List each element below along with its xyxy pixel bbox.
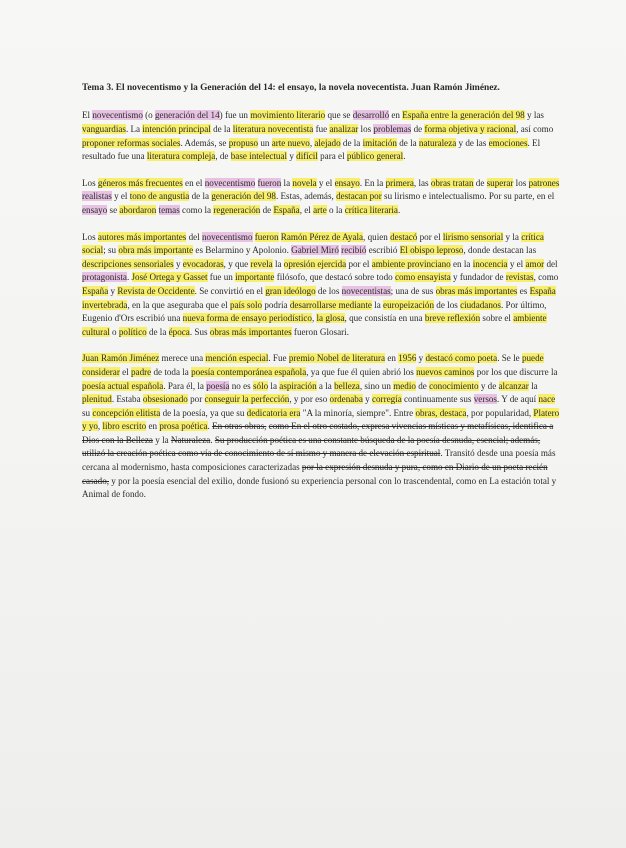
- highlighted-text: José Ortega y Gasset: [131, 272, 208, 283]
- document-body: [82, 82, 562, 515]
- text-run: en el: [182, 177, 205, 188]
- text-run: y: [362, 394, 372, 405]
- pink-highlighted-text: fueron: [257, 177, 282, 188]
- text-run: de la: [146, 326, 169, 337]
- text-run: ; su: [103, 245, 119, 256]
- highlighted-text: forma objetiva y racional: [424, 124, 517, 134]
- text-run: "A la minoría, siempre". Entre: [300, 407, 416, 418]
- text-run: en: [146, 421, 160, 432]
- text-run: de: [411, 124, 425, 134]
- pink-highlighted-text: realistas: [82, 191, 112, 202]
- text-run: de la: [189, 191, 212, 202]
- text-run: ,: [97, 421, 103, 432]
- highlighted-text: ensayo: [334, 177, 360, 188]
- pink-highlighted-text: poesía: [206, 380, 230, 391]
- text-run: los: [358, 124, 374, 134]
- text-run: . Estas, además,: [275, 191, 337, 202]
- highlighted-text: tono de angustia: [129, 191, 190, 202]
- text-run: ,: [309, 137, 315, 148]
- pink-highlighted-text: ensayo: [82, 204, 108, 215]
- text-run: de los: [315, 285, 342, 296]
- pink-highlighted-text: novecentismo: [201, 231, 253, 242]
- highlighted-text: géneros más frecuentes: [97, 177, 183, 188]
- text-run: y de las: [456, 137, 489, 148]
- text-run: .: [210, 434, 215, 445]
- text-run: . Por último, Eugenio d'Ors escribió una: [82, 299, 547, 324]
- text-run: . La: [125, 124, 143, 134]
- text-run: como la: [179, 204, 214, 215]
- pink-highlighted-text: temas: [158, 204, 180, 215]
- highlighted-text: breve reflexión: [424, 313, 481, 324]
- highlighted-text: alejado: [314, 137, 341, 148]
- struck-text: En otras obras,: [212, 421, 267, 432]
- highlighted-text: crítica literaria: [344, 204, 398, 215]
- highlighted-text: obra más importante: [118, 245, 194, 256]
- text-run: merece una: [159, 353, 206, 364]
- text-run: y el: [111, 191, 130, 202]
- highlighted-text: proponer reformas sociales: [82, 137, 181, 148]
- text-run: , así como: [516, 124, 554, 134]
- highlighted-text: intención principal: [142, 124, 211, 134]
- highlighted-text: El obispo leproso: [399, 245, 464, 256]
- text-run: su lirismo e intelectualismo. Por su parte, en el: [381, 191, 555, 202]
- text-run: Los: [82, 231, 98, 242]
- struck-text: Su producción poética es una constante búsqueda de la poesía desnuda, esencial; además, utilizó la creación poética como vía de conocimiento de sí mismo y manera de elevación espiritual: [82, 434, 541, 459]
- text-run: de los: [434, 299, 461, 310]
- highlighted-text: 1956: [398, 353, 417, 364]
- highlighted-text: imitación: [362, 137, 397, 148]
- pink-highlighted-text: novecentismo: [92, 110, 143, 121]
- highlighted-text: revela: [250, 258, 273, 269]
- text-run: de la: [210, 124, 233, 134]
- highlighted-text: arte: [313, 204, 327, 215]
- text-run: . Para él, la: [163, 380, 207, 391]
- text-run: , de: [215, 151, 231, 162]
- highlighted-text: como ensayista: [394, 272, 451, 283]
- text-run: Los: [82, 177, 98, 188]
- highlighted-text: nueva forma de ensayo periodístico: [182, 313, 312, 324]
- text-run: .: [397, 204, 401, 215]
- highlighted-text: España invertebrada: [82, 285, 556, 310]
- text-run: . El resultado fue una: [82, 137, 541, 162]
- text-run: y: [287, 151, 297, 162]
- highlighted-text: conseguir la perfección: [204, 394, 290, 405]
- text-run: su: [82, 407, 93, 418]
- highlighted-text: época: [168, 326, 190, 337]
- text-run: un: [258, 137, 272, 148]
- text-run: del: [544, 258, 558, 269]
- highlighted-text: poesía contemporánea española: [191, 366, 307, 377]
- text-run: ,: [311, 313, 317, 324]
- text-run: por el: [346, 258, 372, 269]
- text-run: .: [207, 421, 213, 432]
- text-run: fue un: [207, 272, 236, 283]
- highlighted-text: vanguardias: [82, 124, 126, 134]
- highlighted-text: aspiración: [279, 380, 317, 391]
- highlighted-text: regeneración: [213, 204, 261, 215]
- highlighted-text: concepción elitista: [92, 407, 161, 418]
- text-run: , y por eso: [289, 394, 330, 405]
- highlighted-text: España: [273, 204, 300, 215]
- text-run: . Sus: [189, 326, 210, 337]
- highlighted-text: base intelectual: [230, 151, 288, 162]
- highlighted-text: novela: [292, 177, 317, 188]
- text-run: , que consistía en una: [344, 313, 425, 324]
- highlighted-text: Revista de Occidente: [117, 285, 195, 296]
- highlighted-text: mención especial: [205, 353, 269, 364]
- text-run: , donde destacan las: [463, 245, 537, 256]
- text-run: ) fue un: [219, 110, 251, 121]
- highlighted-text: obsesionado: [142, 394, 188, 405]
- paragraph-juan-ramon-jimenez: [82, 352, 562, 502]
- text-run: y las: [524, 110, 544, 121]
- highlighted-text: sólo: [252, 380, 269, 391]
- highlighted-text: país solo: [229, 299, 263, 310]
- text-run: . Transitó desde una poesía más cercana al modernismo, hasta composiciones caracterizadas: [82, 448, 556, 473]
- pink-highlighted-text: desarrolló: [352, 110, 390, 121]
- highlighted-text: obras, destaca: [415, 407, 467, 418]
- text-run: de: [473, 177, 487, 188]
- highlighted-text: ordenaba: [329, 394, 363, 405]
- text-run: y el: [316, 177, 335, 188]
- pink-highlighted-text: problemas: [373, 124, 412, 134]
- text-run: a la: [316, 380, 335, 391]
- text-run: en: [389, 110, 403, 121]
- text-run: y la: [152, 434, 171, 445]
- highlighted-text: emociones: [488, 137, 528, 148]
- highlighted-text: Platero y yo: [82, 407, 560, 432]
- text-run: el: [119, 366, 131, 377]
- text-run: se: [107, 204, 120, 215]
- text-run: no es: [229, 380, 253, 391]
- text-run: en: [385, 353, 399, 364]
- text-run: .: [126, 272, 132, 283]
- text-run: es: [517, 285, 530, 296]
- text-run: y el: [507, 258, 526, 269]
- text-run: . Se le: [497, 353, 522, 364]
- text-run: podría: [262, 299, 290, 310]
- pink-highlighted-text: versos: [473, 394, 497, 405]
- highlighted-text: la glosa: [316, 313, 345, 324]
- text-run: de la: [340, 137, 363, 148]
- highlighted-text: abordaron: [119, 204, 157, 215]
- highlighted-text: España: [82, 285, 109, 296]
- text-run: y: [416, 353, 426, 364]
- highlighted-text: desarrollarse mediante: [289, 299, 372, 310]
- text-run: para el: [317, 151, 347, 162]
- text-run: la: [281, 177, 293, 188]
- highlighted-text: libro escrito: [102, 421, 147, 432]
- struck-text: como En el otro costado, expresa vivencias místicas y metafísicas, identifica a Dios con la Belleza: [82, 421, 554, 445]
- text-run: escribió: [366, 245, 400, 256]
- highlighted-text: generación del 98: [211, 191, 276, 202]
- highlighted-text: ambiente provinciano: [371, 258, 451, 269]
- highlighted-text: puede considerar: [82, 353, 544, 377]
- text-run: , el: [299, 204, 314, 215]
- struck-text: Naturaleza: [170, 434, 211, 445]
- text-run: . Además, se: [180, 137, 229, 148]
- text-run: , sino un: [359, 380, 394, 391]
- paragraph-novecentismo: [82, 109, 562, 163]
- text-run: y: [173, 258, 183, 269]
- text-run: la: [371, 299, 384, 310]
- highlighted-text: político: [118, 326, 147, 337]
- highlighted-text: literatura novecentista: [232, 124, 314, 134]
- text-run: de: [415, 380, 430, 391]
- highlighted-text: amor: [525, 258, 545, 269]
- text-run: la: [528, 380, 538, 391]
- text-run: y la: [503, 231, 522, 242]
- highlighted-text: destacan por: [336, 191, 382, 202]
- highlighted-text: prosa poética: [159, 421, 208, 432]
- text-run: de toda la: [151, 366, 192, 377]
- text-run: .: [403, 151, 406, 162]
- highlighted-text: destacó: [390, 231, 418, 242]
- paragraph-autores: [82, 231, 562, 340]
- highlighted-text: primera: [385, 177, 414, 188]
- paragraph-generos: [82, 177, 562, 218]
- highlighted-text: España entre la generación del 98: [402, 110, 525, 121]
- pink-highlighted-text: novecentismo: [204, 177, 256, 188]
- highlighted-text: gran ideólogo: [265, 285, 316, 296]
- text-run: , por popularidad,: [466, 407, 534, 418]
- highlighted-text: medio: [393, 380, 416, 391]
- highlighted-text: analizar: [329, 124, 359, 134]
- pink-highlighted-text: recibió: [341, 245, 367, 256]
- highlighted-text: opresión ejercida: [283, 258, 347, 269]
- highlighted-text: naturaleza: [418, 137, 457, 148]
- highlighted-text: Juan Ramón Jiménez: [82, 353, 160, 364]
- text-run: , quien: [363, 231, 391, 242]
- highlighted-text: nuevos caminos: [416, 366, 475, 377]
- pink-highlighted-text: generación del 14: [155, 110, 220, 121]
- text-run: fueron Glosari.: [291, 326, 349, 337]
- highlighted-text: evocadoras: [182, 258, 224, 269]
- text-run: , y que: [223, 258, 251, 269]
- text-run: que se: [325, 110, 353, 121]
- text-run: por los que discurre la: [474, 366, 558, 377]
- highlighted-text: plenitud: [82, 394, 112, 405]
- highlighted-text: dedicatoria era: [246, 407, 301, 418]
- text-run: de: [260, 204, 274, 215]
- text-run: es Belarmino y Apolonio.: [193, 245, 292, 256]
- highlighted-text: inocencia: [472, 258, 508, 269]
- text-run: continuamente sus: [401, 394, 474, 405]
- text-run: y por la poesía esencial del exilio, donde fusionó su experiencia personal con lo trascendental, como en La estación total y Animal de fondo.: [82, 475, 557, 500]
- text-run: y: [108, 285, 118, 296]
- highlighted-text: Ramón Pérez de Ayala: [280, 231, 364, 242]
- highlighted-text: obras tratan: [430, 177, 474, 188]
- pink-highlighted-text: Gabriel Miró: [291, 245, 339, 256]
- text-run: . Y de aquí: [496, 394, 539, 405]
- highlighted-text: patrones: [528, 177, 560, 188]
- text-run: la: [272, 258, 284, 269]
- text-run: El: [82, 110, 93, 121]
- highlighted-text: movimiento literario: [250, 110, 326, 121]
- highlighted-text: alcanzar: [498, 380, 529, 391]
- highlighted-text: arte nuevo: [271, 137, 310, 148]
- text-run: y de: [478, 380, 499, 391]
- text-run: . En la: [359, 177, 386, 188]
- highlighted-text: corregía: [371, 394, 402, 405]
- text-run: de la poesía, ya que su: [160, 407, 247, 418]
- highlighted-text: superar: [486, 177, 514, 188]
- highlighted-text: difícil: [296, 151, 318, 162]
- text-run: los: [513, 177, 529, 188]
- text-run: o la: [326, 204, 345, 215]
- text-run: . Se convirtió en el: [194, 285, 266, 296]
- highlighted-text: ciudadanos: [460, 299, 501, 310]
- text-run: fue: [313, 124, 330, 134]
- highlighted-text: obras más importantes: [435, 285, 518, 296]
- text-run: ; una de sus: [390, 285, 436, 296]
- highlighted-text: europeización: [383, 299, 435, 310]
- highlighted-text: ambiente cultural: [82, 313, 547, 337]
- text-run: en la: [450, 258, 473, 269]
- text-run: , ya que fue él quien abrió los: [306, 366, 417, 377]
- document-title: Tema 3. El novecentismo y la Generación del 14: el ensayo, la novela novecentista. Juan Ramón Jiménez.: [82, 83, 500, 93]
- highlighted-text: conocimiento: [429, 380, 479, 391]
- highlighted-text: belleza: [334, 380, 360, 391]
- text-run: , las: [413, 177, 431, 188]
- text-run: , en la que aseguraba que el: [127, 299, 230, 310]
- highlighted-text: importante: [235, 272, 275, 283]
- highlighted-text: poesía actual española: [82, 380, 164, 391]
- highlighted-text: fueron: [254, 231, 279, 242]
- text-run: y fundador de: [450, 272, 506, 283]
- highlighted-text: padre: [131, 366, 152, 377]
- text-run: . Fue: [268, 353, 289, 364]
- text-run: . Estaba: [111, 394, 143, 405]
- highlighted-text: destacó como poeta: [425, 353, 498, 364]
- text-run: por: [187, 394, 205, 405]
- text-run: (o: [142, 110, 155, 121]
- text-run: sobre el: [480, 313, 514, 324]
- highlighted-text: público general: [346, 151, 404, 162]
- pink-highlighted-text: novecentistas: [341, 285, 391, 296]
- text-run: , como: [533, 272, 559, 283]
- struck-text: por la expresión desnuda y pura, como en Diario de un poeta recién casado,: [82, 462, 548, 486]
- text-run: por el: [417, 231, 443, 242]
- text-run: del: [186, 231, 202, 242]
- highlighted-text: revistas: [505, 272, 534, 283]
- highlighted-text: autores más importantes: [97, 231, 187, 242]
- highlighted-text: nace: [538, 394, 556, 405]
- text-run: o: [109, 326, 119, 337]
- pink-highlighted-text: protagonista: [82, 272, 127, 283]
- highlighted-text: descripciones sensoriales: [82, 258, 174, 269]
- highlighted-text: literatura compleja: [146, 151, 216, 162]
- highlighted-text: obras más importantes: [209, 326, 292, 337]
- text-run: la: [268, 380, 280, 391]
- highlighted-text: premio Nobel de literatura: [288, 353, 386, 364]
- text-run: de la: [396, 137, 419, 148]
- text-run: filósofo, que destacó sobre todo: [274, 272, 395, 283]
- highlighted-text: propuso: [228, 137, 259, 148]
- highlighted-text: lirismo sensorial: [442, 231, 504, 242]
- highlighted-text: crítica social: [82, 231, 544, 256]
